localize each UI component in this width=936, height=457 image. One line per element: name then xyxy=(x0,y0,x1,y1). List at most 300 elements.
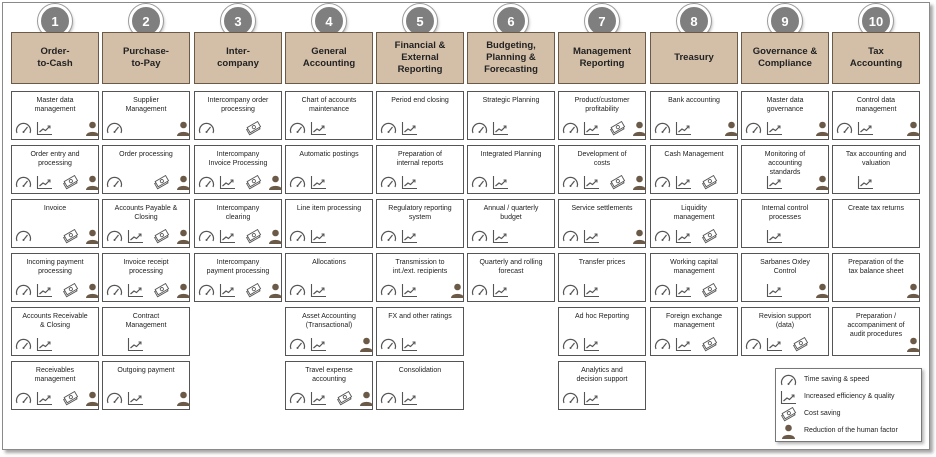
benefit-icons xyxy=(15,391,95,406)
benefit-icons xyxy=(562,391,642,406)
benefit-icons xyxy=(562,175,642,190)
speedometer-icon xyxy=(380,229,397,244)
process-cell xyxy=(194,253,282,302)
growth-chart-icon xyxy=(127,391,144,406)
process-label: Preparation of the tax balance sheet xyxy=(848,259,904,275)
person-icon xyxy=(723,121,740,136)
growth-chart-icon xyxy=(675,121,692,136)
process-cell xyxy=(467,253,555,302)
speedometer-icon xyxy=(380,283,397,298)
growth-chart-icon xyxy=(492,229,509,244)
growth-chart-icon xyxy=(401,229,418,244)
person-icon xyxy=(175,229,192,244)
speedometer-icon xyxy=(471,175,488,190)
benefit-icons xyxy=(654,229,734,244)
growth-chart-icon xyxy=(36,175,53,190)
process-cell xyxy=(194,145,282,194)
process-cell xyxy=(832,199,920,248)
process-label: Transfer prices xyxy=(578,259,626,266)
speedometer-icon xyxy=(654,229,671,244)
process-label: Preparation / accompaniment of audit procedures xyxy=(847,313,905,338)
process-cell xyxy=(102,361,190,410)
benefit-icons xyxy=(471,121,551,136)
process-label: Transmission to int./ext. recipients xyxy=(392,259,448,275)
process-label: Create tax returns xyxy=(847,205,905,212)
money-icon xyxy=(62,229,79,244)
person-icon xyxy=(84,229,101,244)
speedometer-icon xyxy=(562,391,579,406)
person-icon xyxy=(358,337,375,352)
benefit-icons xyxy=(380,337,460,352)
process-label: Annual / quarterly budget xyxy=(483,205,539,221)
step-number-badge: 5 xyxy=(403,4,437,38)
benefit-icons xyxy=(380,121,460,136)
person-icon xyxy=(780,424,797,439)
process-label: Order processing xyxy=(119,151,173,158)
process-label: Revision support (data) xyxy=(758,313,812,329)
process-cell xyxy=(376,145,464,194)
step-number-badge: 6 xyxy=(494,4,528,38)
benefit-icons xyxy=(106,337,186,352)
benefit-icons xyxy=(380,391,460,406)
process-label: Service settlements xyxy=(571,205,633,212)
growth-chart-icon xyxy=(492,175,509,190)
process-label: Supplier Management xyxy=(125,97,167,113)
process-cell xyxy=(11,307,99,356)
money-icon xyxy=(153,175,170,190)
growth-chart-icon xyxy=(583,283,600,298)
benefit-icons xyxy=(289,283,369,298)
benefit-icons xyxy=(471,229,551,244)
money-icon xyxy=(62,175,79,190)
growth-chart-icon xyxy=(766,337,783,352)
person-icon xyxy=(631,229,648,244)
process-cell xyxy=(467,145,555,194)
process-cell xyxy=(285,199,373,248)
growth-chart-icon xyxy=(310,337,327,352)
legend-label: Cost saving xyxy=(804,410,841,417)
process-cell xyxy=(376,361,464,410)
benefit-icons xyxy=(654,175,734,190)
process-label: Working capital management xyxy=(670,259,718,275)
benefit-icons xyxy=(380,283,460,298)
benefit-icons xyxy=(654,337,734,352)
speedometer-icon xyxy=(562,121,579,136)
process-label: Chart of accounts maintenance xyxy=(301,97,357,113)
column-header: Budgeting, Planning & Forecasting xyxy=(467,32,555,84)
money-icon xyxy=(153,229,170,244)
process-label: FX and other ratings xyxy=(388,313,452,320)
process-label: Product/customer profitability xyxy=(574,97,630,113)
benefit-icons xyxy=(15,229,95,244)
speedometer-icon xyxy=(654,283,671,298)
process-label: Liquidity management xyxy=(673,205,715,221)
person-icon xyxy=(175,121,192,136)
person-icon xyxy=(175,391,192,406)
benefit-icons xyxy=(106,283,186,298)
benefit-icons xyxy=(836,283,916,298)
process-cell xyxy=(650,91,738,140)
process-cell xyxy=(650,253,738,302)
growth-chart-icon xyxy=(857,175,874,190)
speedometer-icon xyxy=(380,391,397,406)
growth-chart-icon xyxy=(492,283,509,298)
money-icon xyxy=(701,337,718,352)
process-label: Outgoing payment xyxy=(117,367,175,374)
benefit-icons xyxy=(289,337,369,352)
speedometer-icon xyxy=(15,391,32,406)
speedometer-icon xyxy=(380,121,397,136)
benefit-icons xyxy=(289,391,369,406)
growth-chart-icon xyxy=(219,283,236,298)
benefit-icons xyxy=(745,337,825,352)
person-icon xyxy=(84,121,101,136)
step-number-badge: 2 xyxy=(129,4,163,38)
money-icon xyxy=(701,229,718,244)
speedometer-icon xyxy=(289,391,306,406)
process-cell xyxy=(102,199,190,248)
step-number-badge: 9 xyxy=(768,4,802,38)
person-icon xyxy=(814,121,831,136)
benefit-icons xyxy=(836,229,916,244)
person-icon xyxy=(631,121,648,136)
growth-chart-icon xyxy=(401,175,418,190)
growth-chart-icon xyxy=(780,390,797,405)
process-label: Accounts Receivable & Closing xyxy=(22,313,88,329)
process-label: Travel expense accounting xyxy=(305,367,353,383)
process-cell xyxy=(832,91,920,140)
benefit-icons xyxy=(198,175,278,190)
column-header: Management Reporting xyxy=(558,32,646,84)
process-label: Preparation of internal reports xyxy=(396,151,444,167)
process-cell xyxy=(102,91,190,140)
legend xyxy=(775,368,922,442)
growth-chart-icon xyxy=(401,391,418,406)
growth-chart-icon xyxy=(675,229,692,244)
growth-chart-icon xyxy=(36,337,53,352)
person-icon xyxy=(449,283,466,298)
legend-label: Increased efficiency & quality xyxy=(804,393,895,400)
legend-label: Reduction of the human factor xyxy=(804,427,898,434)
person-icon xyxy=(84,175,101,190)
speedometer-icon xyxy=(289,121,306,136)
person-icon xyxy=(267,175,284,190)
benefit-icons xyxy=(198,229,278,244)
process-cell xyxy=(467,91,555,140)
process-cell xyxy=(376,253,464,302)
speedometer-icon xyxy=(106,229,123,244)
speedometer-icon xyxy=(471,283,488,298)
process-cell xyxy=(558,145,646,194)
process-cell xyxy=(467,199,555,248)
growth-chart-icon xyxy=(675,337,692,352)
speedometer-icon xyxy=(289,175,306,190)
speedometer-icon xyxy=(654,337,671,352)
growth-chart-icon xyxy=(310,229,327,244)
speedometer-icon xyxy=(198,121,215,136)
speedometer-icon xyxy=(780,373,797,388)
growth-chart-icon xyxy=(219,229,236,244)
step-number-badge: 4 xyxy=(312,4,346,38)
process-cell xyxy=(376,199,464,248)
growth-chart-icon xyxy=(583,121,600,136)
process-cell xyxy=(11,361,99,410)
step-number-badge: 3 xyxy=(221,4,255,38)
process-label: Invoice receipt processing xyxy=(123,259,169,275)
money-icon xyxy=(609,175,626,190)
growth-chart-icon xyxy=(583,337,600,352)
speedometer-icon xyxy=(562,229,579,244)
process-label: Internal control processes xyxy=(761,205,809,221)
process-label: Control data management xyxy=(855,97,897,113)
legend-label: Time saving & speed xyxy=(804,376,870,383)
benefit-icons xyxy=(836,175,916,190)
column-header: Treasury xyxy=(650,32,738,84)
process-label: Contract Management xyxy=(125,313,167,329)
growth-chart-icon xyxy=(583,175,600,190)
money-icon xyxy=(62,283,79,298)
process-cell xyxy=(194,199,282,248)
growth-chart-icon xyxy=(127,337,144,352)
growth-chart-icon xyxy=(583,391,600,406)
growth-chart-icon xyxy=(766,175,783,190)
person-icon xyxy=(814,283,831,298)
process-label: Intercompany Invoice Processing xyxy=(208,151,268,167)
growth-chart-icon xyxy=(36,121,53,136)
process-label: Automatic postings xyxy=(299,151,359,158)
money-icon xyxy=(792,337,809,352)
person-icon xyxy=(84,283,101,298)
speedometer-icon xyxy=(745,121,762,136)
growth-chart-icon xyxy=(127,283,144,298)
person-icon xyxy=(175,175,192,190)
speedometer-icon xyxy=(562,283,579,298)
benefit-icons xyxy=(836,337,916,352)
process-label: Master data management xyxy=(34,97,76,113)
person-icon xyxy=(814,175,831,190)
column-header: Financial & External Reporting xyxy=(376,32,464,84)
process-cell xyxy=(741,307,829,356)
growth-chart-icon xyxy=(310,283,327,298)
process-cell xyxy=(558,307,646,356)
column-header: Tax Accounting xyxy=(832,32,920,84)
process-label: Incoming payment processing xyxy=(26,259,84,275)
person-icon xyxy=(84,391,101,406)
growth-chart-icon xyxy=(675,283,692,298)
speedometer-icon xyxy=(289,283,306,298)
process-cell xyxy=(285,253,373,302)
speedometer-icon xyxy=(654,175,671,190)
money-icon xyxy=(245,283,262,298)
process-label: Intercompany order processing xyxy=(207,97,269,113)
speedometer-icon xyxy=(745,337,762,352)
person-icon xyxy=(267,283,284,298)
process-cell xyxy=(832,253,920,302)
growth-chart-icon xyxy=(310,121,327,136)
speedometer-icon xyxy=(380,337,397,352)
benefit-icons xyxy=(471,175,551,190)
speedometer-icon xyxy=(15,337,32,352)
legend-item-time xyxy=(780,373,920,388)
money-icon xyxy=(245,121,262,136)
speedometer-icon xyxy=(15,283,32,298)
speedometer-icon xyxy=(562,337,579,352)
process-cell xyxy=(285,145,373,194)
money-icon xyxy=(245,175,262,190)
benefit-icons xyxy=(106,121,186,136)
benefit-icons xyxy=(745,175,825,190)
speedometer-icon xyxy=(471,229,488,244)
money-icon xyxy=(153,283,170,298)
benefit-icons xyxy=(562,121,642,136)
process-label: Allocations xyxy=(312,259,346,266)
speedometer-icon xyxy=(836,121,853,136)
benefit-icons xyxy=(654,283,734,298)
process-label: Intercompany payment processing xyxy=(206,259,270,275)
process-label: Asset Accounting (Transactional) xyxy=(302,313,356,329)
process-label: Invoice xyxy=(43,205,67,212)
process-cell xyxy=(285,307,373,356)
step-number-badge: 10 xyxy=(859,4,893,38)
process-cell xyxy=(376,307,464,356)
process-label: Integrated Planning xyxy=(480,151,542,158)
growth-chart-icon xyxy=(492,121,509,136)
speedometer-icon xyxy=(654,121,671,136)
process-cell xyxy=(650,307,738,356)
money-icon xyxy=(336,391,353,406)
step-number-badge: 8 xyxy=(677,4,711,38)
growth-chart-icon xyxy=(401,337,418,352)
benefit-icons xyxy=(289,175,369,190)
speedometer-icon xyxy=(198,175,215,190)
process-cell xyxy=(650,145,738,194)
money-icon xyxy=(701,283,718,298)
speedometer-icon xyxy=(15,121,32,136)
process-cell xyxy=(102,145,190,194)
growth-chart-icon xyxy=(310,175,327,190)
speedometer-icon xyxy=(106,391,123,406)
process-cell xyxy=(376,91,464,140)
person-icon xyxy=(631,175,648,190)
money-icon xyxy=(780,407,797,422)
benefit-icons xyxy=(562,229,642,244)
benefit-icons xyxy=(745,229,825,244)
speedometer-icon xyxy=(198,229,215,244)
process-label: Regulatory reporting system xyxy=(388,205,452,221)
benefit-icons xyxy=(562,283,642,298)
speedometer-icon xyxy=(289,229,306,244)
process-cell xyxy=(741,145,829,194)
column-header: General Accounting xyxy=(285,32,373,84)
process-label: Ad hoc Reporting xyxy=(574,313,630,320)
column-header: Order- to-Cash xyxy=(11,32,99,84)
growth-chart-icon xyxy=(310,391,327,406)
process-cell xyxy=(558,361,646,410)
benefit-icons xyxy=(198,283,278,298)
process-cell xyxy=(558,91,646,140)
process-label: Order entry and processing xyxy=(30,151,80,167)
benefit-icons xyxy=(836,121,916,136)
column-header: Governance & Compliance xyxy=(741,32,829,84)
process-label: Cash Management xyxy=(664,151,724,158)
process-label: Monitoring of accounting standards xyxy=(764,151,806,176)
process-label: Analytics and decision support xyxy=(576,367,628,383)
process-label: Strategic Planning xyxy=(482,97,540,104)
process-cell xyxy=(558,253,646,302)
benefit-icons xyxy=(198,121,278,136)
growth-chart-icon xyxy=(583,229,600,244)
process-cell xyxy=(741,253,829,302)
person-icon xyxy=(175,283,192,298)
person-icon xyxy=(905,121,922,136)
benefit-icons xyxy=(106,175,186,190)
benefit-icons xyxy=(15,121,95,136)
process-label: Master data governance xyxy=(766,97,804,113)
growth-chart-icon xyxy=(675,175,692,190)
person-icon xyxy=(358,391,375,406)
legend-item-human xyxy=(780,424,920,439)
speedometer-icon xyxy=(289,337,306,352)
speedometer-icon xyxy=(106,121,123,136)
process-label: Quarterly and rolling forecast xyxy=(479,259,543,275)
process-cell xyxy=(741,199,829,248)
benefit-icons xyxy=(15,337,95,352)
growth-chart-icon xyxy=(766,121,783,136)
benefit-icons xyxy=(380,175,460,190)
process-cell xyxy=(650,199,738,248)
growth-chart-icon xyxy=(766,283,783,298)
process-label: Intercompany clearing xyxy=(216,205,260,221)
process-cell xyxy=(285,91,373,140)
process-cell xyxy=(11,145,99,194)
step-number-badge: 7 xyxy=(585,4,619,38)
benefit-icons xyxy=(562,337,642,352)
speedometer-icon xyxy=(471,121,488,136)
speedometer-icon xyxy=(198,283,215,298)
benefit-icons xyxy=(106,229,186,244)
benefit-icons xyxy=(289,121,369,136)
process-label: Consolidation xyxy=(398,367,442,374)
process-label: Tax accounting and valuation xyxy=(845,151,907,167)
process-cell xyxy=(11,199,99,248)
process-cell xyxy=(11,253,99,302)
legend-item-cost xyxy=(780,407,920,422)
speedometer-icon xyxy=(106,175,123,190)
growth-chart-icon xyxy=(36,283,53,298)
column-header: Purchase- to-Pay xyxy=(102,32,190,84)
growth-chart-icon xyxy=(401,283,418,298)
person-icon xyxy=(905,283,922,298)
process-label: Receivables management xyxy=(34,367,76,383)
process-cell xyxy=(832,307,920,356)
growth-chart-icon xyxy=(36,391,53,406)
benefit-icons xyxy=(745,283,825,298)
person-icon xyxy=(905,337,922,352)
growth-chart-icon xyxy=(401,121,418,136)
process-cell xyxy=(832,145,920,194)
growth-chart-icon xyxy=(857,121,874,136)
speedometer-icon xyxy=(106,283,123,298)
step-number-badge: 1 xyxy=(38,4,72,38)
benefit-icons xyxy=(745,121,825,136)
speedometer-icon xyxy=(380,175,397,190)
process-cell xyxy=(11,91,99,140)
benefit-icons xyxy=(380,229,460,244)
process-label: Bank accounting xyxy=(668,97,720,104)
speedometer-icon xyxy=(562,175,579,190)
person-icon xyxy=(267,229,284,244)
benefit-icons xyxy=(106,391,186,406)
